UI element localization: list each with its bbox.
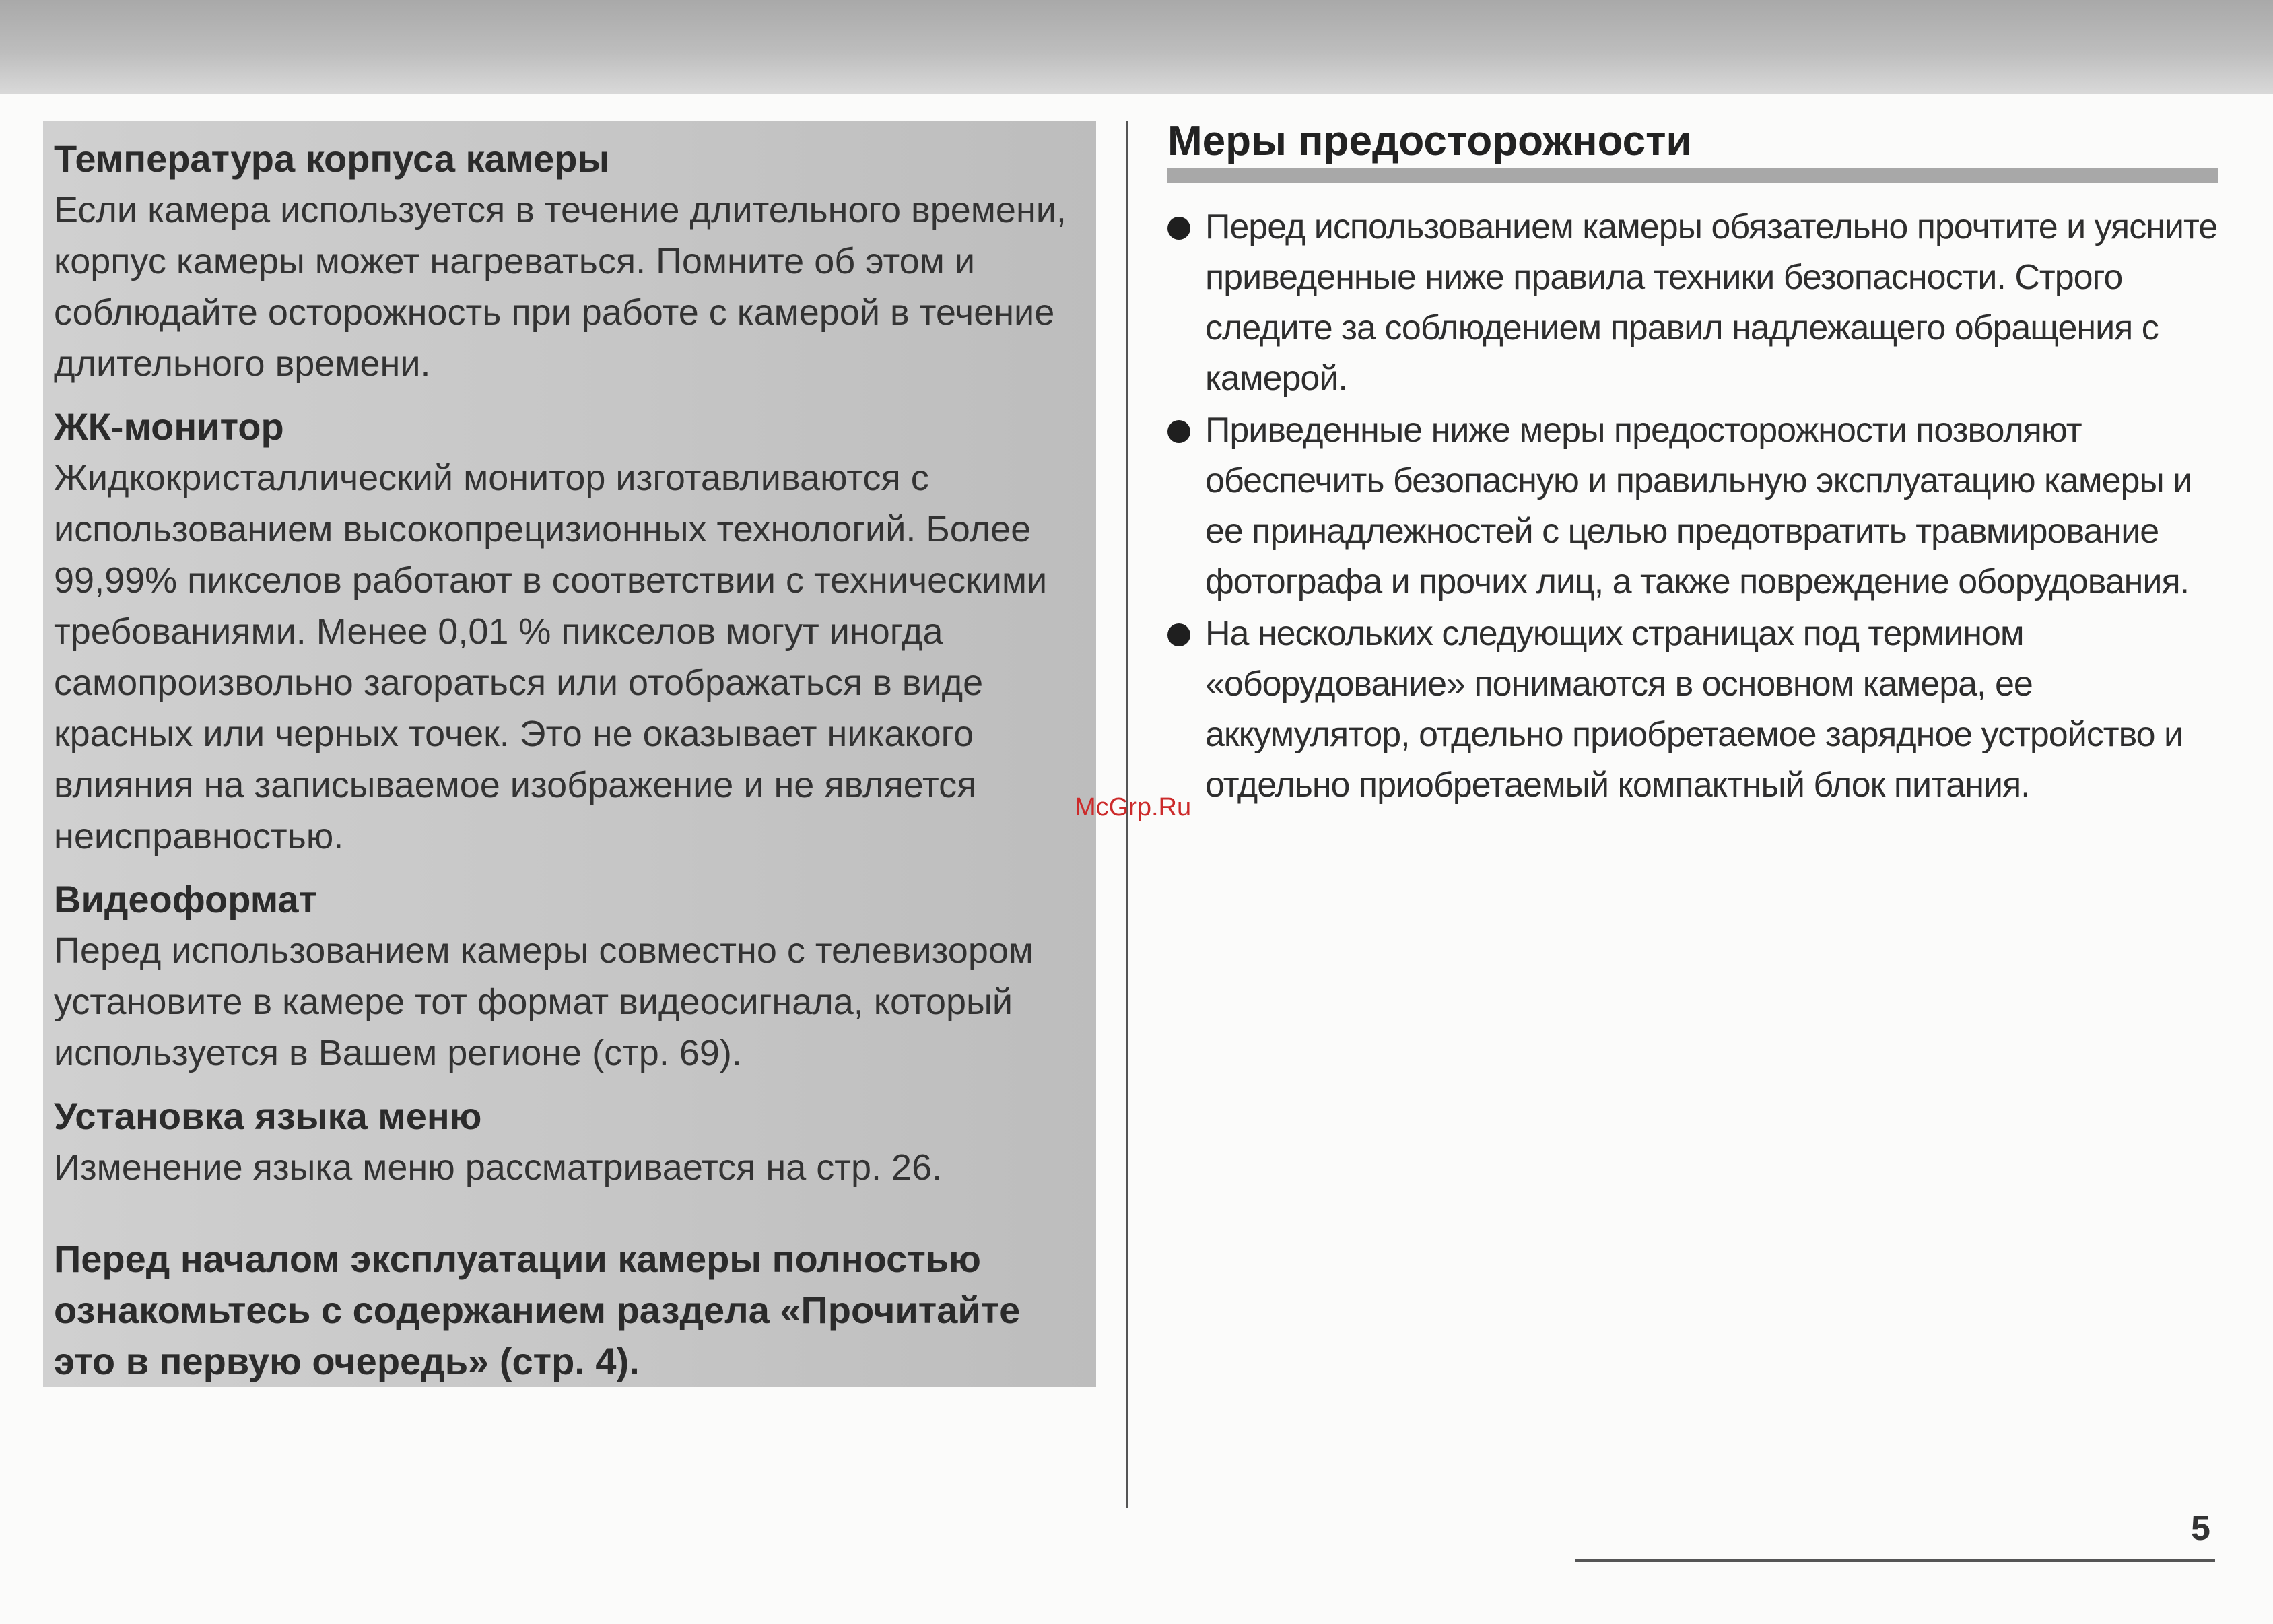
bullet-text: На нескольких следующих страницах под термином «оборудование» понимаются в основном камера, ее аккумулятор, отдельно приобретаемое зарядное устройство и отдельно приобретаемый компактный блок питания. — [1205, 614, 2183, 805]
section-heading: Температура корпуса камеры — [54, 137, 610, 180]
bullet-dot-icon — [1167, 217, 1190, 240]
bullet-dot-icon — [1167, 420, 1190, 443]
bullet-text: Перед использованием камеры обязательно прочтите и уясните приведенные ниже правила техники безопасности. Строго следите за соблюдением правил надлежащего обращения с камерой. — [1205, 207, 2218, 398]
section-heading: Видеоформат — [54, 878, 317, 920]
precaution-bullet — [1167, 405, 2218, 607]
footer-rule — [1575, 1559, 2215, 1562]
precaution-bullet — [1167, 202, 2218, 404]
precautions-heading: Меры предосторожности — [1167, 114, 2218, 183]
read-first-notice: Перед началом эксплуатации камеры полностью ознакомьтесь с содержанием раздела «Прочитайте это в первую очередь» (стр. 4). — [54, 1238, 1021, 1382]
section-body-temperature — [54, 133, 1084, 389]
section-video-format — [54, 874, 1084, 1079]
bullet-dot-icon — [1167, 623, 1190, 646]
section-heading: Установка языка меню — [54, 1095, 482, 1137]
section-text: Изменение языка меню рассматривается на стр. 26. — [54, 1147, 943, 1188]
section-menu-language — [54, 1091, 1084, 1193]
section-text: Перед использованием камеры совместно с телевизором установите в камере тот формат видеосигнала, который используется в Вашем регионе (стр. 69). — [54, 931, 1034, 1073]
page-number: 5 — [2191, 1509, 2210, 1548]
watermark-link[interactable]: McGrp.Ru — [1075, 793, 1192, 821]
precaution-bullet — [1167, 609, 2218, 811]
section-text: Жидкокристаллический монитор изготавливаются с использованием высокопрецизионных технологий. Более 99,99% пикселов работают в соответствии с техническими требованиями. Менее 0,01 % пикселов могут иногда самопроизвольно загораться или отображаться в виде красных или черных точек. Это не оказывает никакого влияния на записываемое изображение и не является неисправностью. — [54, 458, 1048, 856]
section-lcd-monitor — [54, 401, 1084, 862]
left-info-panel — [43, 121, 1096, 1387]
section-heading: ЖК-монитор — [54, 405, 284, 448]
precautions-column — [1167, 114, 2218, 812]
top-gray-band — [0, 0, 2273, 94]
bullet-text: Приведенные ниже меры предосторожности позволяют обеспечить безопасную и правильную эксплуатацию камеры и ее принадлежностей с целью предотвратить травмирование фотографа и прочих лиц, а также повреждение оборудования. — [1205, 411, 2192, 601]
section-text: Если камера используется в течение длительного времени, корпус камеры может нагреваться. Помните об этом и соблюдайте осторожность при работе с камерой в течение длительного времени. — [54, 190, 1066, 384]
